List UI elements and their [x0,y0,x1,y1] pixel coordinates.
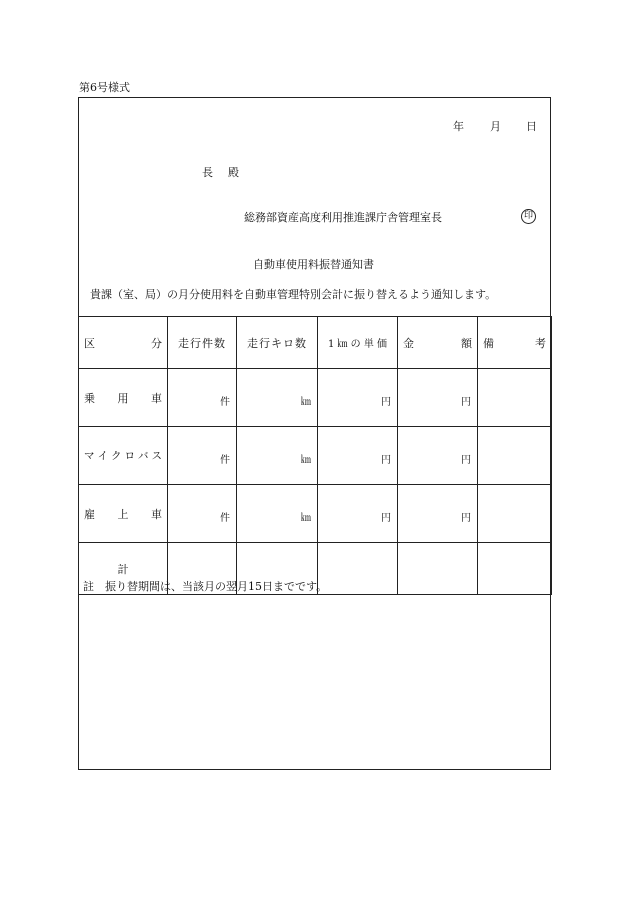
cell-distance: ㎞ [237,485,318,543]
cell-distance: ㎞ [237,427,318,485]
row-category: 雇 上 車 [79,485,168,543]
addressee-title: 長 [202,166,213,179]
addressee [202,164,239,180]
row-category: 乗 用 車 [79,369,168,427]
header-distance: 走行キロ数 [237,317,318,369]
sender-name: 総務部資産高度利用推進課庁舎管理室長 [244,211,442,224]
date-year: 年 [453,120,464,133]
cell-unit-price: 円 [318,427,398,485]
cell-distance: ㎞ [237,369,318,427]
table-row [79,427,552,485]
header-remarks: 備 考 [478,317,552,369]
cell-remarks [478,427,552,485]
table-row [79,369,552,427]
header-trip-count: 走行件数 [168,317,237,369]
date-month: 月 [490,120,501,133]
cell-count: 件 [168,427,237,485]
table-row [79,485,552,543]
cell-remarks [478,485,552,543]
document-title: 自動車使用料振替通知書 [253,258,374,271]
addressee-honorific: 殿 [228,166,239,179]
document-frame [78,97,551,770]
cell-total-remarks [478,543,552,595]
table-header-row [79,317,552,369]
date-day: 日 [526,120,537,133]
seal-mark: 印 [521,209,536,224]
usage-table [78,316,552,595]
header-unit-price: 1 ㎞ の 単 価 [318,317,398,369]
cell-amount: 円 [398,427,478,485]
row-category: マ イ ク ロ バ ス [79,427,168,485]
cell-unit-price: 円 [318,485,398,543]
cell-count: 件 [168,369,237,427]
form-number: 第6号様式 [79,81,130,94]
cell-amount: 円 [398,485,478,543]
cell-count: 件 [168,485,237,543]
body-text: 貴課（室、局）の月分使用料を自動車管理特別会計に振り替えるよう通知します。 [90,288,497,301]
cell-remarks [478,369,552,427]
cell-total-amount [398,543,478,595]
cell-amount: 円 [398,369,478,427]
header-category: 区 分 [79,317,168,369]
cell-unit-price: 円 [318,369,398,427]
total-label: 計 [79,543,168,595]
cell-total-unit-price [318,543,398,595]
footnote: 註 振り替期間は、当該月の翌月15日までです。 [83,580,328,593]
header-amount: 金 額 [398,317,478,369]
